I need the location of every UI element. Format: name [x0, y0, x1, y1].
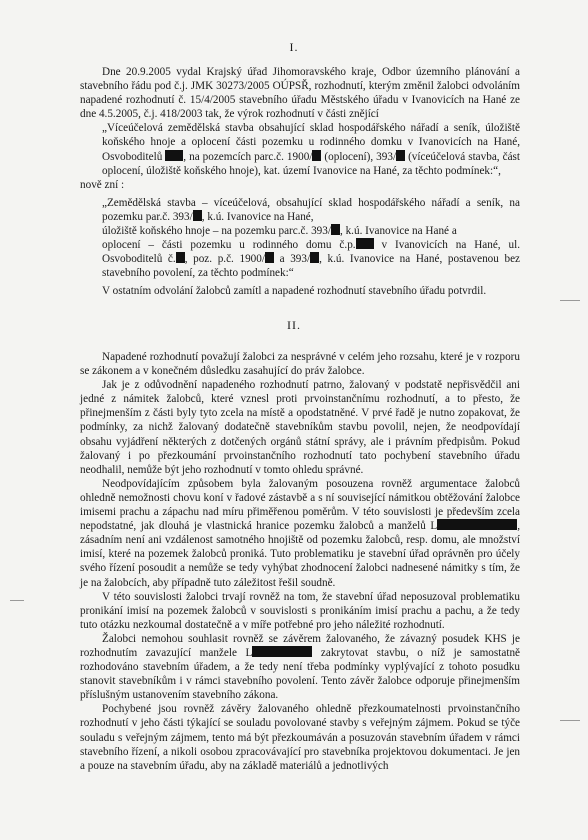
quote-new: „Zemědělská stavba – víceúčelová, obsahující sklad hospodářského nářadí a seník, na pozemku par.č. 393/ , k.ú. Ivanovice na Hané, úložiště koňského hnoje – na pozemku parc.č. 393/ , k.ú. Ivanovice na Hané a oplocení – části pozemku u rodinného domu č.p. v Ivanovicích na Hané, ul. Osvoboditelů č. , poz. p.č. 1900/ a 393/ , k.ú. Ivanovice na Hané, postavenou bez stavebního povolení, za těchto podmínek:“ — [102, 196, 520, 280]
paragraph-incorrect: Napadené rozhodnutí považují žalobci za nesprávné v celém jeho rozsahu, které je v rozporu se zákonem a v konečném důsledku zasahující do práv žalobce. — [80, 351, 520, 378]
redaction-block — [252, 646, 312, 657]
redaction-block — [356, 238, 374, 249]
redaction-block — [265, 252, 274, 263]
redaction-block — [310, 252, 319, 263]
now-reads-label: nově zní : — [80, 178, 125, 191]
quote-original: „Víceúčelová zemědělská stavba obsahující sklad hospodářského nářadí a seník, úložiště koňského hnoje a oplocení části pozemku u rodinného domku v Ivanovicích na Hané, Osvoboditelů , na pozemcích parc.č. 1900/ (oplocení), 393/ (víceúčelová stavba, část oplocení, úložiště koňského hnoje), kat. území Ivanovice na Hané, za těchto podmínek:“, — [102, 122, 520, 177]
paragraph-rejected: V ostatním odvolání žalobců zamítl a napadené rozhodnutí stavebního úřadu potvrdil. — [102, 285, 487, 298]
redaction-block — [176, 252, 185, 263]
section-heading-1: I. — [289, 40, 299, 54]
paragraph-emissions: Neodpovídajícím způsobem byla žalovaným posouzena rovněž argumentace žalobců ohledně nemožnosti chovu koní v řadové zástavbě a s ní související námitkou obtěžování žalobce imisemi prachu a zápachu nad míru přiměřenou poměrům. V této souvislosti je především zcela nepodstatné, jak dlouhá je vlastnická hranice pozemku žalobců a manželů L , zásadním není ani vzdálenost samotného hnojiště od pozemku žalobců, resp. domu, ale množství imisí, které na pozemek žalobců proniká. Tuto problematiku je stavební úřad oprávněn pro účely svého řízení posoudit a nemůže se tedy vyhýbat zhodnocení žalobci nadnesené námitky s tím, že je na žalobcích, aby případně tuto záležitost řešil soudně. — [80, 477, 520, 589]
paragraph-dust-odor: V této souvislosti žalobci trvají rovněž na tom, že stavební úřad neposuzoval problematiku pronikání imisí na pozemek žalobců v souvislosti s pronikáním imisí prachu a pachu, a že tedy tuto otázku nezkoumal dostatečně a v míře potřebné pro jeho náležité rozhodnutí. — [80, 590, 520, 631]
paragraph-public-interest: Pochybené jsou rovněž závěry žalovaného ohledně přezkoumatelnosti prvoinstančního rozhodnutí v jeho části týkající se souladu povolované stavby s veřejným zájmem. Pokud se týče souladu s veřejným zájmem, tento má být přezkoumáván a posuzován stavebním úřadem v rámci stavebního řízení, a nikoli osobou zpracovávající pro stavebníka projektovou dokumentaci. Je jen a pouze na stavebním úřadu, aby na základě materiálů a jednotlivých — [80, 703, 520, 772]
scan-mark — [10, 600, 24, 601]
section-2 — [80, 350, 520, 773]
section-heading-2: II. — [287, 318, 301, 332]
redaction-block — [331, 224, 340, 235]
paragraph-decision: Dne 20.9.2005 vydal Krajský úřad Jihomoravského kraje, Odbor územního plánování a stavebního řádu pod č.j. JMK 30273/2005 OÚPSŘ, rozhodnutí, kterým změnil žalobci odvoláním napadené rozhodnutí č. 15/4/2005 stavebního úřadu Městského úřadu v Ivanovicích na Hané ze dne 4.5.2005, č.j. 418/2003 tak, že výrok rozhodnutí v části znějící — [80, 66, 520, 121]
paragraph-khs: Žalobci nemohou souhlasit rovněž se závěrem žalovaného, že závazný posudek KHS je rozhodnutím zavazující manžele L zakrytovat stavbu, o níž je samostatně rozhodováno stavebním úřadem, a že tedy není třeba podmínky vyplývající z tohoto posudku stanovit stavebníkům i v rámci stavebního povolení. Tento závěr žalobce odporuje přinejmenším příslušným ustanovením stavebního zákona. — [80, 632, 520, 702]
paragraph-reasoning: Jak je z odůvodnění napadeného rozhodnutí patrno, žalovaný v podstatě nepřisvědčil ani jedné z námitek žalobců, které vznesl proti prvoinstančnímu rozhodnutí, a to přesto, že přinejmenším z části byly tyto zcela na místě a opodstatněné. V prvé řadě je nutno zopakovat, že podmínky, za nichž žalovaný dodatečně stavebníkům stavbu povolil, nejen, že neodpovídají obsahu vyjádření některých z dotčených orgánů státní správy, ale i právním předpisům. Pokud žalovaný i po přezkoumání prvoinstančního rozhodnutí tato pochybení stavebního úřadu neodhalil, nemůže být jeho rozhodnutí v tomto ohledu správné. — [80, 379, 520, 476]
redaction-block — [193, 210, 202, 221]
scan-mark — [560, 720, 580, 721]
redaction-block — [396, 150, 405, 161]
redaction-block — [437, 519, 517, 530]
section-1 — [80, 65, 520, 299]
redaction-block — [165, 150, 183, 161]
scan-mark — [560, 300, 580, 301]
